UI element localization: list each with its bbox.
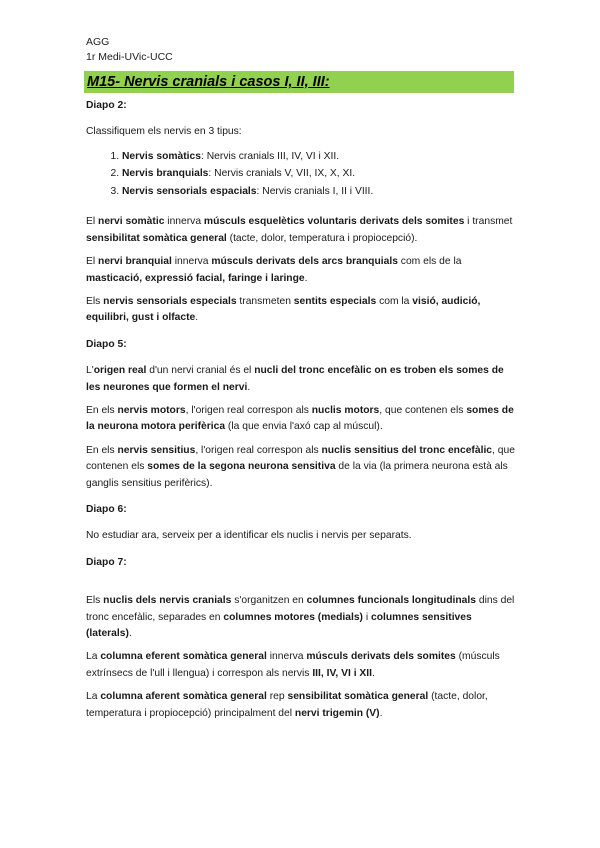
text-run: transmeten (236, 295, 294, 307)
text-run: El (86, 216, 99, 228)
bold-term: columnes motores (medials) (223, 611, 363, 623)
paragraph (86, 443, 516, 492)
paragraph: Classifiquem els nervis en 3 tipus: (86, 126, 242, 138)
text-run: En els (86, 404, 118, 416)
text-run: com els de la (397, 256, 462, 268)
text-run: i transmet (464, 216, 513, 228)
document-body (86, 98, 516, 722)
title-highlight (84, 71, 514, 93)
text-run: innerva (171, 256, 212, 268)
text-run: , que contenen els (379, 404, 467, 416)
paragraph (86, 363, 516, 396)
text-run: com la (376, 295, 413, 307)
bold-term: origen real (93, 365, 147, 377)
text-run: Els (86, 595, 104, 607)
text-run: . (195, 312, 199, 324)
nerve-type-list (86, 148, 516, 201)
text-run: . (372, 667, 375, 679)
text-run: d'un nervi cranial és el (146, 365, 255, 377)
text-run: Els (86, 295, 104, 307)
list-item (122, 165, 516, 183)
bold-term: somes de la neurona motora perifèrica (86, 404, 514, 433)
text-run: . (379, 707, 383, 719)
list-item-term: Nervis sensorials espacials (122, 185, 257, 197)
list-item-text: : Nervis cranials V, VII, IX, X, XI. (208, 168, 356, 180)
text-run: s'organitzen en (231, 595, 307, 607)
bold-term: nervi somàtic (98, 216, 165, 228)
bold-term: nervis motors (117, 404, 186, 416)
paragraph (86, 403, 516, 436)
paragraph (86, 689, 516, 722)
text-run: (tacte, dolor, temperatura i propiocepció). (226, 232, 418, 244)
bold-term: columna eferent somàtica general (100, 651, 267, 663)
text-run: (tacte, dolor, temperatura i propiocepció) principalment del (86, 691, 488, 719)
text-run: (la que envia l'axó cap al múscul). (225, 421, 383, 433)
header-author: AGG (86, 36, 110, 48)
list-item-term: Nervis somàtics (122, 150, 201, 162)
text-run: de la via (la primera neurona està als ganglis sensitius perifèrics). (86, 461, 508, 489)
bold-term: músculs esquelètics voluntaris derivats dels somites (203, 216, 465, 228)
bold-term: visió, audició, equilibri, gust i olfacte (86, 295, 481, 324)
list-item (122, 148, 516, 166)
paragraph (86, 254, 516, 287)
list-item-text: : Nervis cranials III, IV, VI i XII. (201, 150, 340, 162)
section-heading-diapo5: Diapo 5: (86, 338, 127, 350)
bold-term: sensibilitat somàtica general (287, 691, 429, 703)
bold-term: nervis sensitius (117, 444, 196, 456)
bold-term: nucli del tronc encefàlic on es troben els somes de les neurones que formen el nervi (86, 365, 504, 393)
text-run: i (363, 611, 372, 623)
bold-term: columnes funcionals longitudinals (306, 595, 476, 607)
bold-term: columna aferent somàtica general (100, 691, 267, 703)
bold-term: columnes sensitives (laterals) (86, 611, 472, 640)
list-item (122, 183, 516, 201)
paragraph (86, 294, 516, 327)
paragraph (86, 214, 516, 247)
text-run: innerva (164, 216, 204, 228)
list-item-term: Nervis branquials (122, 168, 209, 180)
bold-term: nervi branquial (98, 256, 172, 268)
text-run: rep (266, 691, 288, 703)
bold-term: nuclis motors (311, 404, 380, 416)
text-run: . (128, 628, 132, 640)
text-run: L' (86, 365, 94, 377)
bold-term: sensibilitat somàtica general (86, 232, 227, 244)
text-run: innerva (266, 651, 307, 663)
bold-term: III, IV, VI i XII (312, 667, 373, 679)
bold-term: nervis sensorials especials (103, 295, 237, 307)
text-run: , l'origen real correspon als (195, 444, 322, 456)
text-run: . (304, 272, 308, 284)
bold-term: somes de la segona neurona sensitiva (147, 461, 336, 473)
bold-term: músculs derivats dels arcs branquials (211, 256, 398, 268)
text-run: dins del tronc encefàlic, separades en (86, 595, 515, 623)
bold-term: músculs derivats dels somites (306, 651, 456, 663)
text-run: . (247, 381, 251, 393)
bold-term: nuclis dels nervis cranials (103, 595, 232, 607)
text-run: , l'origen real correspon als (185, 404, 312, 416)
section-heading-diapo7: Diapo 7: (86, 556, 127, 568)
bold-term: sentits especials (293, 295, 377, 307)
text-run: La (86, 691, 101, 703)
bold-term: nuclis sensitius del tronc encefàlic (321, 444, 493, 456)
text-run: La (86, 651, 101, 663)
text-run: , que contenen els (86, 444, 515, 473)
text-run: El (86, 256, 99, 268)
text-run: (músculs extrínsecs de l'ull i llengua) i correspon als nervis (86, 651, 500, 679)
paragraph (86, 649, 516, 682)
section-heading-diapo6: Diapo 6: (86, 504, 127, 515)
list-item-text: : Nervis cranials I, II i VIII. (256, 185, 374, 197)
bold-term: masticació, expressió facial, faringe i laringe (86, 272, 305, 284)
bold-term: nervi trigemin (V) (294, 707, 380, 719)
section-heading-diapo2: Diapo 2: (86, 100, 127, 111)
header-course: 1r Medi-UVic-UCC (86, 51, 173, 63)
text-run: En els (86, 444, 118, 456)
paragraph (86, 593, 516, 642)
paragraph: No estudiar ara, serveix per a identificar els nuclis i nervis per separats. (86, 530, 412, 542)
document-title: M15- Nervis cranials i casos I, II, III: (87, 74, 330, 90)
